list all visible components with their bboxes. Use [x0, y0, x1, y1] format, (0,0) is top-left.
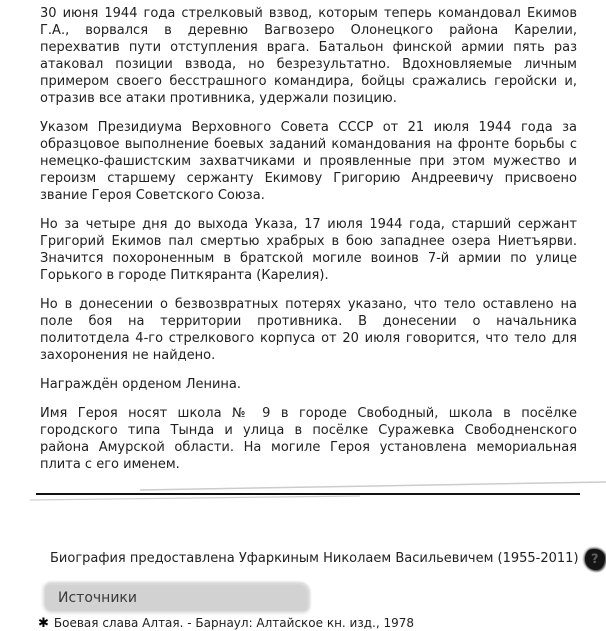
paragraph: Имя Героя носят школа № 9 в городе Свободный, школа в посёлке городского типа Тында и улица в посёлке Суражевка Свободненского района Амурской области. На могиле Героя установлена мемориальная плита с его именем.	[40, 406, 577, 472]
source-text: Боевая слава Алтая. - Барнаул: Алтайское кн. изд., 1978	[53, 616, 415, 630]
paragraph: Но в донесении о безвозвратных потерях указано, что тело оставлено на поле боя на территории противника. В донесении о начальника политотдела 4-го стрелкового корпуса от 20 июля говорится, что тело для захоронения не найдено.	[40, 297, 577, 363]
paragraph: 30 июня 1944 года стрелковый взвод, которым теперь командовал Екимов Г.А., ворвался в деревню Вагвозеро Олонецкого района Карелии, перехватив пути отступления врага. Батальон финской армии пять раз атаковал позиции взвода, но безрезультатно. Вдохновляемые личным примером своего бесстрашного командира, бойцы сражались геройски и, отразив все атаки противника, удержали позицию.	[40, 6, 577, 106]
sources-header-band	[45, 585, 307, 611]
divider	[0, 479, 606, 505]
sources-header: Источники	[58, 590, 137, 606]
credit-text: Биография предоставлена Уфаркиным Николаем Васильевичем (1955-2011)	[50, 551, 579, 566]
credit-line	[50, 547, 606, 571]
question-icon[interactable]: ?	[584, 548, 605, 570]
paragraph: Указом Президиума Верховного Совета СССР от 21 июля 1944 года за образцовое выполнение боевых заданий командования на фронте борьбы с немецко-фашистским захватчиками и проявленные при этом мужество и героизм старшему сержанту Екимову Григорию Андреевичу присвоено звание Героя Советского Союза.	[40, 120, 577, 203]
paragraph: Награждён орденом Ленина.	[40, 377, 242, 392]
paragraph: Но за четыре дня до выхода Указа, 17 июля 1944 года, старший сержант Григорий Екимов пал смертью храбрых в бою западнее озера Ниетъярви. Значится похороненным в братской могиле воинов 7-й армии по улице Горького в городе Питкяранта (Карелия).	[40, 217, 577, 283]
source-list-item	[38, 616, 606, 631]
asterisk-bullet-icon: ✱	[38, 616, 49, 631]
